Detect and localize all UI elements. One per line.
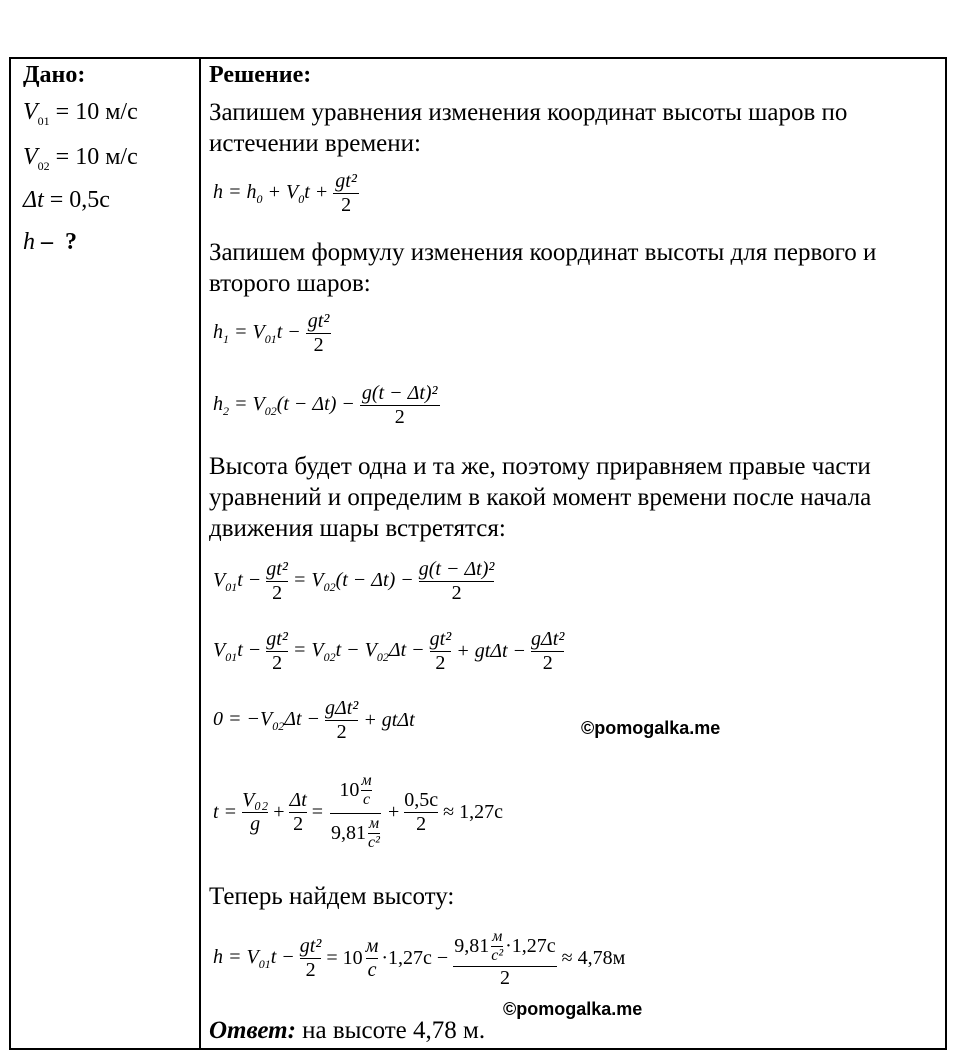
column-divider <box>199 59 201 1048</box>
formula-3: $h_2 = V_{02}(t - \Delta t)$ − g(t − Δt)² 2 <box>213 382 438 428</box>
formula-5: $V_{01}t$ − gt² 2 = $V_{02}t - V_{02}\Delta t$ − gt² 2 + gtΔt − gΔt² 2 <box>213 628 565 674</box>
given-dt: Δt = 0,5с <box>23 187 110 213</box>
formula-4: $V_{01}t$ − gt² 2 = $V_{02}(t - \Delta t)$ − g(t − Δt)² 2 <box>213 558 495 604</box>
formula-1: $h = h_0 + V_0t$ + gt² 2 <box>213 170 357 216</box>
formula-8: $h = V_{01}t$ − gt² 2 = 10 м с ·1,27с − 9,81 м с² ·1,27с 2 ≈ 4,78м <box>213 928 626 989</box>
formula-7: t = V₀₂ g + Δt 2 = 10 м с 9,81 м с² + 0,5с 2 ≈ 1,27с <box>213 772 503 851</box>
answer-label: Ответ: <box>209 1017 296 1044</box>
solution-table <box>9 57 947 1050</box>
paragraph-1-line-1: Запишем уравнения изменения координат высоты шаров по <box>209 99 848 126</box>
paragraph-4: Теперь найдем высоту: <box>209 883 455 910</box>
paragraph-3-line-1: Высота будет одна и та же, поэтому приравняем правые части <box>209 453 871 480</box>
paragraph-3-line-3: движения шары встретятся: <box>209 515 506 542</box>
watermark-2: ©pomogalka.me <box>503 999 643 1019</box>
paragraph-3-line-2: уравнений и определим в какой момент времени после начала <box>209 484 872 511</box>
formula-2: $h_1 = V_{01}t$ − gt² 2 <box>213 310 330 356</box>
paragraph-2-line-1: Запишем формулу изменения координат высоты для первого и <box>209 239 877 266</box>
paragraph-1-line-2: истечении времени: <box>209 130 421 157</box>
given-header: Дано: <box>23 62 86 88</box>
paragraph-2-line-2: второго шаров: <box>209 270 371 297</box>
given-find: h – ? <box>23 229 77 255</box>
answer-text: на высоте 4,78 м. <box>302 1017 486 1044</box>
answer <box>209 1015 485 1046</box>
solution-header: Решение: <box>209 62 312 88</box>
given-v01: $V_{01} = 10$ м/с <box>23 99 138 128</box>
watermark-1: ©pomogalka.me <box>581 718 721 738</box>
given-v02: $V_{02} = 10$ м/с <box>23 144 138 173</box>
formula-6: $0 = -V_{02}\Delta t$ − gΔt² 2 + gtΔt <box>213 697 415 743</box>
